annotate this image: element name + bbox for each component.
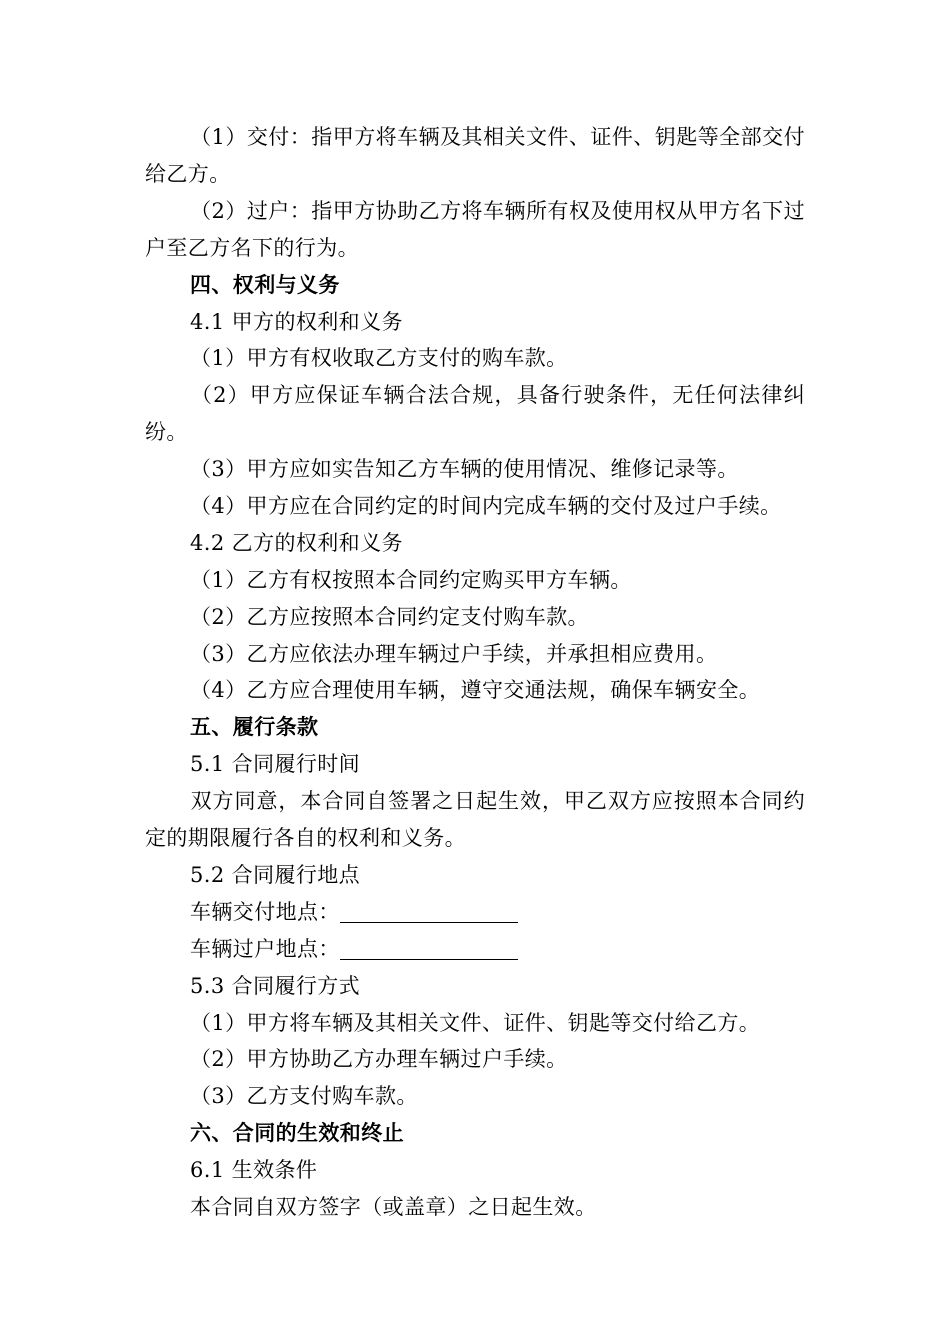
section-heading-effect-termination: 六、合同的生效和终止 — [190, 1121, 404, 1146]
blank-underline — [340, 937, 518, 960]
field-transfer-place — [145, 931, 805, 968]
subsection-title-performance-place: 5.2 合同履行地点 — [190, 862, 361, 887]
clause-b-4: （4）乙方应合理使用车辆，遵守交通法规，确保车辆安全。 — [190, 678, 761, 703]
subsection-title-performance-time: 5.1 合同履行时间 — [190, 752, 361, 777]
subsection-title-effective-conditions: 6.1 生效条件 — [190, 1158, 318, 1183]
subsection-title-performance-method: 5.3 合同履行方式 — [190, 973, 361, 998]
paragraph-effective-conditions: 本合同自双方签字（或盖章）之日起生效。 — [190, 1194, 597, 1219]
paragraph-performance-time: 双方同意，本合同自签署之日起生效，甲乙双方应按照本合同约定的期限履行各自的权利和义务。 — [145, 789, 805, 851]
field-label: 车辆交付地点： — [190, 899, 340, 924]
clause-a-2: （2）甲方应保证车辆合法合规，具备行驶条件，无任何法律纠纷。 — [145, 383, 805, 445]
field-label: 车辆过户地点： — [190, 936, 340, 961]
subsection-title-party-b: 4.2 乙方的权利和义务 — [190, 530, 403, 555]
clause-method-3: （3）乙方支付购车款。 — [190, 1084, 418, 1109]
clause-a-4: （4）甲方应在合同约定的时间内完成车辆的交付及过户手续。 — [190, 494, 782, 518]
clause-b-1: （1）乙方有权按照本合同约定购买甲方车辆。 — [190, 567, 632, 592]
clause-b-2: （2）乙方应按照本合同约定支付购车款。 — [190, 604, 589, 629]
clause-a-3: （3）甲方应如实告知乙方车辆的使用情况、维修记录等。 — [190, 457, 739, 482]
document-body — [145, 119, 805, 1226]
clause-method-1: （1）甲方将车辆及其相关文件、证件、钥匙等交付给乙方。 — [190, 1010, 761, 1035]
subsection-title-party-a: 4.1 甲方的权利和义务 — [190, 309, 403, 334]
blank-underline — [340, 900, 518, 923]
section-heading-rights-obligations: 四、权利与义务 — [190, 272, 340, 297]
paragraph-delivery-definition: （1）交付：指甲方将车辆及其相关文件、证件、钥匙等全部交付给乙方。 — [145, 125, 805, 186]
field-delivery-place — [145, 894, 805, 931]
paragraph-transfer-definition: （2）过户：指甲方协助乙方将车辆所有权及使用权从甲方名下过户至乙方名下的行为。 — [145, 198, 805, 260]
clause-b-3: （3）乙方应依法办理车辆过户手续，并承担相应费用。 — [190, 641, 718, 666]
clause-method-2: （2）甲方协助乙方办理车辆过户手续。 — [190, 1047, 568, 1072]
section-heading-performance: 五、履行条款 — [190, 715, 319, 740]
clause-a-1: （1）甲方有权收取乙方支付的购车款。 — [190, 346, 568, 371]
